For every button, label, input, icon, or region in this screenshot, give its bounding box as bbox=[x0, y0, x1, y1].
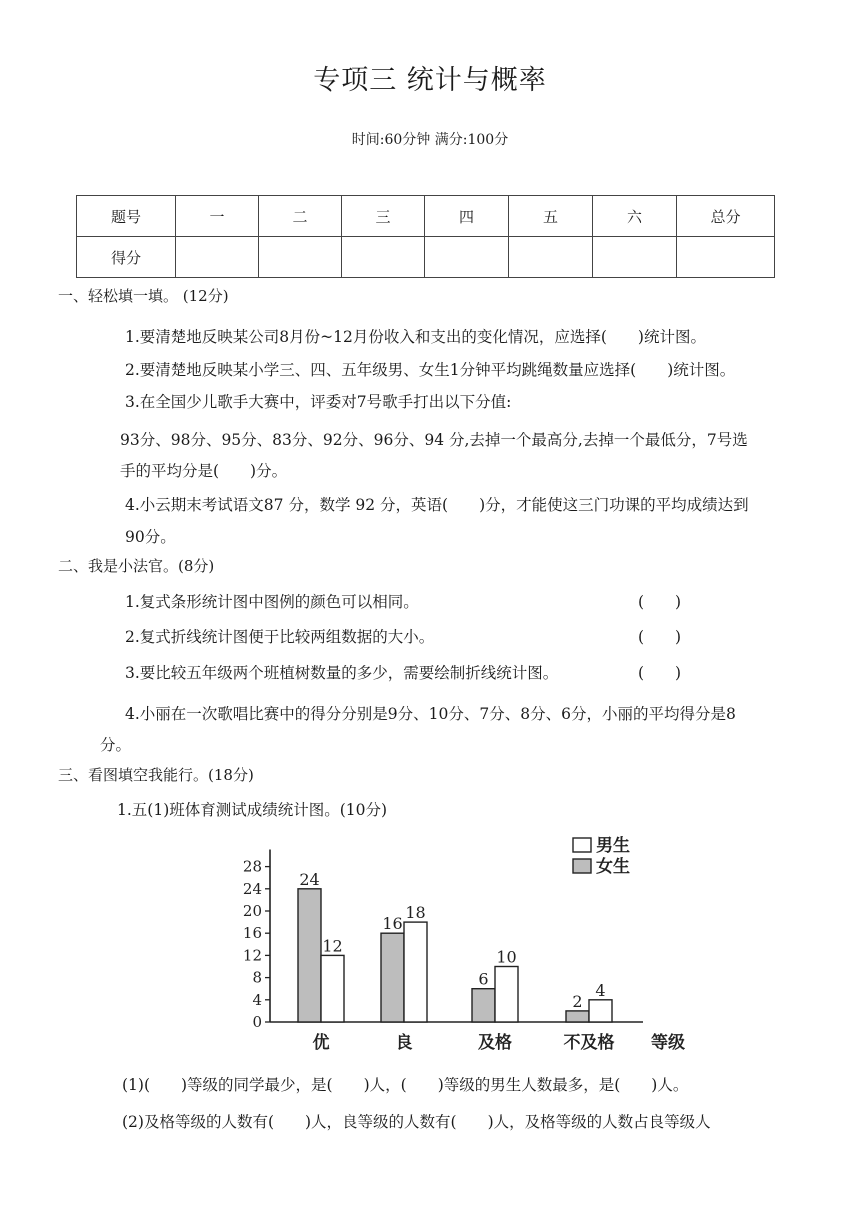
y-tick-label: 28 bbox=[242, 857, 262, 876]
category-label: 良 bbox=[395, 1033, 413, 1053]
answer-paren[interactable]: ( ) bbox=[638, 664, 682, 682]
section1-question-3-line2: 手的平均分是( )分。 bbox=[120, 462, 288, 480]
score-input-cell[interactable] bbox=[259, 237, 342, 278]
bar-男生 bbox=[589, 1000, 612, 1022]
section1-question-1: 1.要清楚地反映某公司8月份~12月份收入和支出的变化情况，应选择( )统计图。 bbox=[125, 328, 706, 346]
bar-女生 bbox=[381, 933, 404, 1022]
data-label: 6 bbox=[478, 969, 489, 989]
legend-swatch bbox=[573, 838, 591, 852]
y-tick-label: 0 bbox=[252, 1013, 262, 1031]
score-input-cell[interactable] bbox=[342, 237, 425, 278]
page-title: 专项三 统计与概率 bbox=[313, 65, 547, 96]
y-tick-label: 4 bbox=[252, 990, 262, 1009]
category-label: 优 bbox=[312, 1033, 330, 1053]
score-input-cell[interactable] bbox=[593, 237, 677, 278]
bar-女生 bbox=[298, 889, 321, 1022]
score-table-header-row bbox=[77, 196, 775, 237]
score-table bbox=[76, 195, 775, 278]
section2-question-2: 2.复式折线统计图便于比较两组数据的大小。 bbox=[125, 628, 435, 646]
data-label: 12 bbox=[322, 936, 343, 956]
score-table-score-row bbox=[77, 237, 775, 278]
score-input-cell[interactable] bbox=[176, 237, 259, 278]
bar-男生 bbox=[495, 967, 518, 1023]
y-tick-label: 20 bbox=[242, 902, 262, 920]
category-label: 及格 bbox=[478, 1033, 512, 1053]
y-tick-label: 12 bbox=[242, 946, 262, 965]
legend-label: 男生 bbox=[596, 836, 630, 856]
answer-paren[interactable]: ( ) bbox=[638, 593, 682, 611]
score-table-header-cell: 一 bbox=[176, 196, 259, 237]
score-table-header-cell: 三 bbox=[342, 196, 425, 237]
data-label: 2 bbox=[572, 991, 583, 1011]
y-tick-label: 16 bbox=[242, 924, 262, 943]
score-table-header-cell: 五 bbox=[509, 196, 593, 237]
data-label: 18 bbox=[405, 903, 426, 923]
score-table-header-cell: 总分 bbox=[677, 196, 775, 237]
score-input-cell[interactable] bbox=[677, 237, 775, 278]
score-input-cell[interactable] bbox=[509, 237, 593, 278]
exam-meta: 时间:60分钟 满分:100分 bbox=[351, 132, 509, 148]
section3-heading: 三、看图填空我能行。(18分) bbox=[58, 766, 254, 784]
section3-subquestion-2: (2)及格等级的人数有( )人，良等级的人数有( )人，及格等级的人数占良等级人 bbox=[122, 1113, 711, 1131]
section1-question-3-line1: 93分、98分、95分、83分、92分、96分、94 分,去掉一个最高分,去掉一个最低分，7号选 bbox=[120, 431, 748, 449]
y-tick-label: 8 bbox=[252, 968, 262, 987]
bar-男生 bbox=[321, 955, 344, 1022]
section1-question-2: 2.要清楚地反映某小学三、四、五年级男、女生1分钟平均跳绳数量应选择( )统计图。 bbox=[125, 361, 736, 379]
section1-question-3: 3.在全国少儿歌手大赛中，评委对7号歌手打出以下分值: bbox=[125, 393, 512, 411]
section2-question-4-line2: 分。 bbox=[100, 736, 132, 754]
bar-女生 bbox=[472, 989, 495, 1022]
x-axis-label: 等级 bbox=[651, 1033, 685, 1053]
section2-question-4-line1: 4.小丽在一次歌唱比赛中的得分分别是9分、10分、7分、8分、6分，小丽的平均得分是8 bbox=[125, 705, 736, 723]
section3-question-1: 1.五(1)班体育测试成绩统计图。(10分) bbox=[117, 801, 388, 819]
score-input-cell[interactable] bbox=[425, 237, 509, 278]
score-table-header-cell: 六 bbox=[593, 196, 677, 237]
data-label: 24 bbox=[299, 869, 320, 889]
score-table-header-cell: 二 bbox=[259, 196, 342, 237]
data-label: 4 bbox=[595, 980, 606, 1000]
data-label: 16 bbox=[382, 914, 403, 934]
data-label: 10 bbox=[496, 947, 517, 967]
section2-heading: 二、我是小法官。(8分) bbox=[58, 557, 215, 575]
bar-女生 bbox=[566, 1011, 589, 1022]
answer-paren[interactable]: ( ) bbox=[638, 628, 682, 646]
legend-swatch bbox=[573, 859, 591, 873]
bar-chart bbox=[228, 826, 694, 1062]
section3-subquestion-1: (1)( )等级的同学最少，是( )人，( )等级的男生人数最多，是( )人。 bbox=[122, 1076, 689, 1094]
section2-question-3: 3.要比较五年级两个班植树数量的多少，需要绘制折线统计图。 bbox=[125, 664, 559, 682]
bar-男生 bbox=[404, 922, 427, 1022]
section2-question-1: 1.复式条形统计图中图例的颜色可以相同。 bbox=[125, 593, 419, 611]
section1-question-4-line2: 90分。 bbox=[125, 528, 176, 546]
score-table-header-cell: 题号 bbox=[77, 196, 176, 237]
y-tick-label: 24 bbox=[242, 879, 262, 898]
score-row-label: 得分 bbox=[77, 237, 176, 278]
section1-question-4-line1: 4.小云期末考试语文87 分，数学 92 分，英语( )分，才能使这三门功课的平均成绩达到 bbox=[125, 496, 749, 514]
legend-label: 女生 bbox=[596, 857, 630, 877]
category-label: 不及格 bbox=[563, 1033, 615, 1053]
section1-heading: 一、轻松填一填。 (12分) bbox=[58, 287, 229, 305]
score-table-header-cell: 四 bbox=[425, 196, 509, 237]
